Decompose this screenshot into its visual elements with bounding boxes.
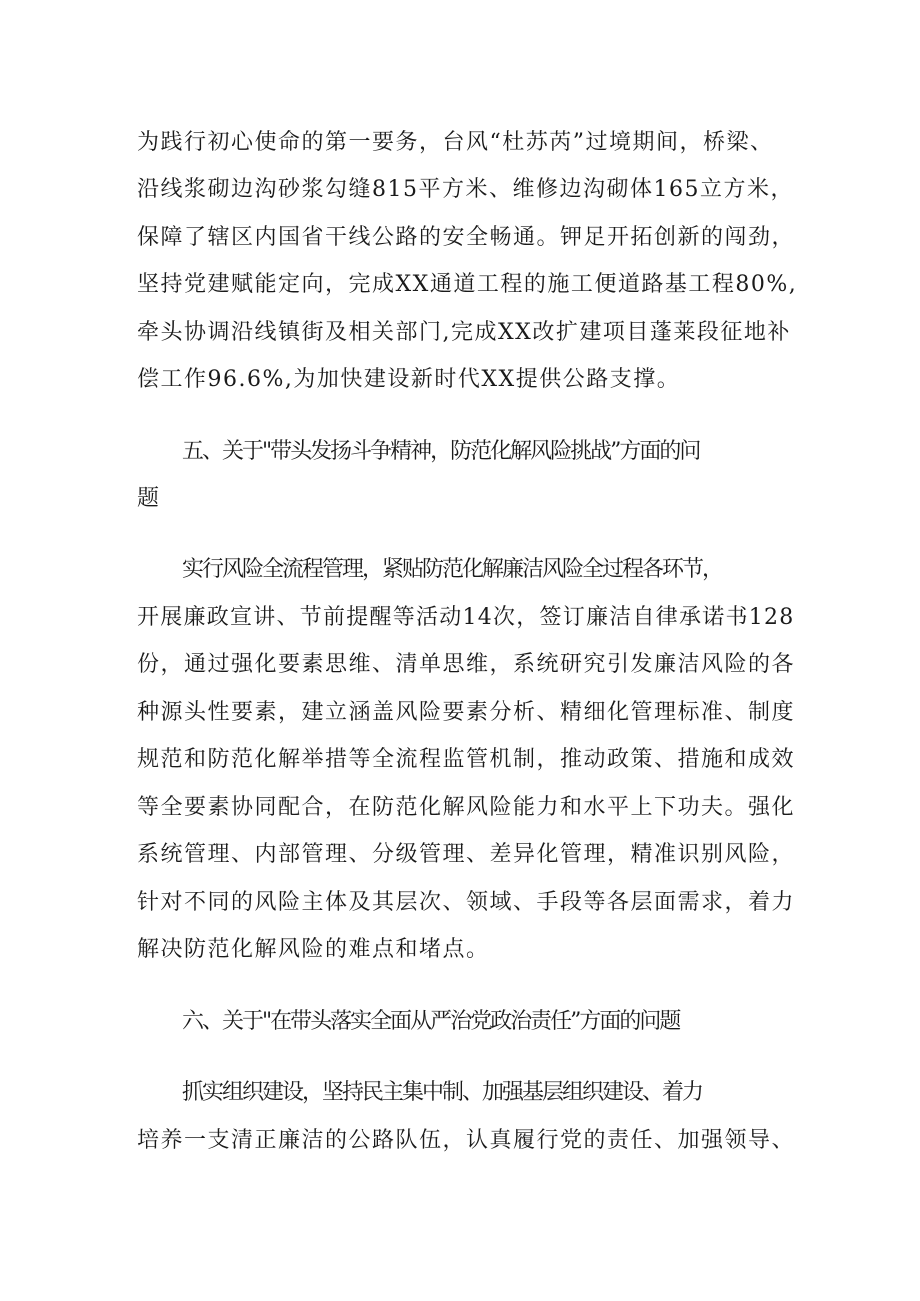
- text-line: 牵头协调沿线镇街及相关部门,完成XX改扩建项目蓬莱段征地补: [137, 320, 791, 345]
- text-line: 偿工作96.6%,为加快建设新时代XX提供公路支撑。: [137, 367, 681, 392]
- heading-line: 五、关于"带头发扬斗争精神，防范化解风险挑战”方面的问: [182, 439, 700, 464]
- text-line: 解决防范化解风险的难点和堵点。: [137, 937, 490, 962]
- text-line: 份，通过强化要素思维、清单思维，系统研究引发廉洁风险的各: [137, 652, 796, 677]
- text-line: 为践行初心使命的第一要务，台风“杜苏芮”过境期间，桥梁、: [137, 130, 774, 155]
- text-line: 坚持党建赋能定向，完成XX通道工程的施工便道路基工程80%,: [137, 272, 798, 297]
- heading-line: 六、关于"在带头落实全面从严治党政治责任”方面的问题: [182, 1009, 680, 1034]
- text-line: 开展廉政宣讲、节前提醒等活动14次，签订廉洁自律承诺书128: [137, 605, 795, 630]
- text-line: 培养一支清正廉洁的公路队伍，认真履行党的责任、加强领导、: [137, 1128, 796, 1153]
- text-line: 规范和防范化解举措等全流程监管机制，推动政策、措施和成效: [137, 747, 796, 772]
- text-line: 实行风险全流程管理，紧贴防范化解廉洁风险全过程各环节，: [182, 557, 723, 582]
- text-line: 保障了辖区内国省干线公路的安全畅通。钾足开拓创新的闯劲，: [137, 225, 796, 250]
- text-line: 等全要素协同配合，在防范化解风险能力和水平上下功夫。强化: [137, 795, 796, 820]
- text-line: 抓实组织建设，坚持民主集中制、加强基层组织建设、着力: [182, 1080, 703, 1105]
- heading-line: 题: [137, 486, 161, 511]
- text-line: 针对不同的风险主体及其层次、领域、手段等各层面需求，着力: [137, 890, 796, 915]
- text-line: 系统管理、内部管理、分级管理、差异化管理，精准识别风险，: [137, 842, 796, 867]
- text-line: 沿线浆砌边沟砂浆勾缝815平方米、维修边沟砌体165立方米，: [137, 177, 794, 202]
- text-line: 种源头性要素，建立涵盖风险要素分析、精细化管理标准、制度: [137, 700, 796, 725]
